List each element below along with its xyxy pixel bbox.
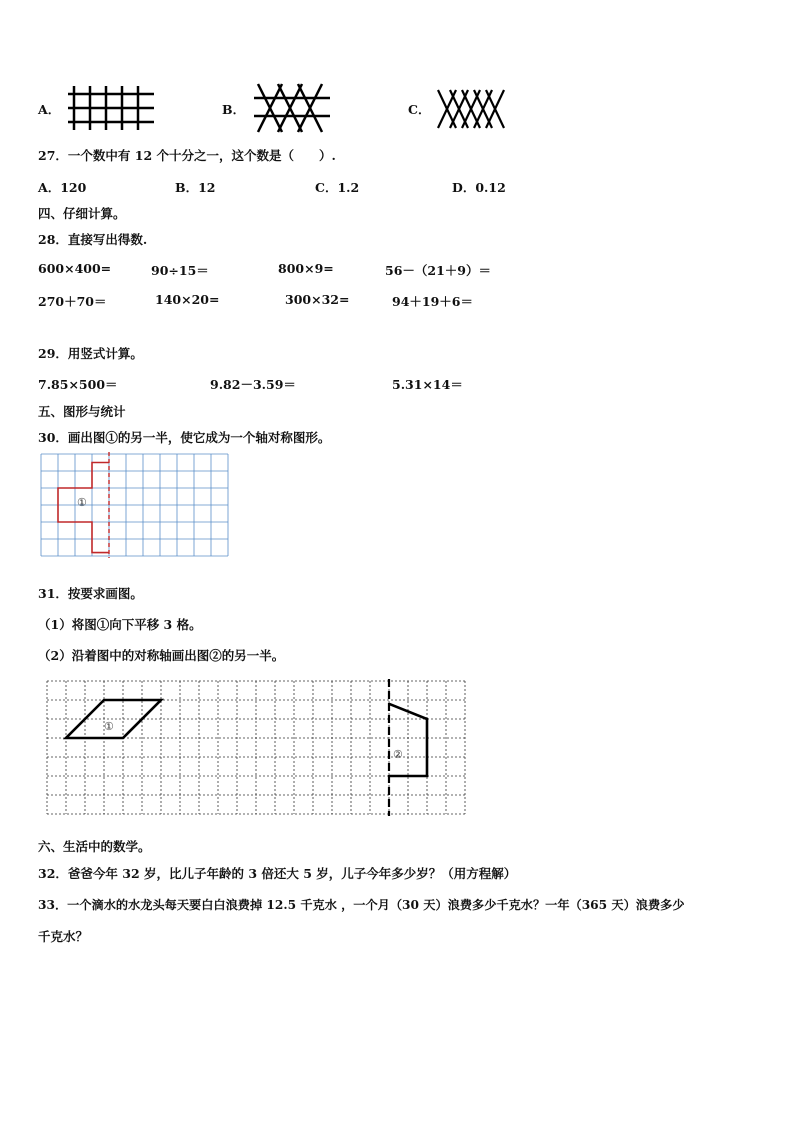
q27-text: 27．一个数中有 12 个十分之一，这个数是（ ）. [38,148,336,163]
q28-calc: 90÷15＝ [151,263,209,278]
q26-option-b-figure [252,82,332,134]
q31-figure1-label: ① [104,720,114,733]
q29-item: 9.82－3.59＝ [210,377,296,392]
q29-title: 29．用竖式计算。 [38,346,143,361]
section-4-heading: 四、仔细计算。 [38,206,126,221]
q26-option-c-label: C． [408,102,431,117]
q27-option-d: D．0.12 [452,180,506,195]
section-6-heading: 六、生活中的数学。 [38,839,151,854]
q28-calc: 300×32= [285,292,350,307]
q31-figure2-label: ② [393,748,403,761]
q28-calc: 800×9= [278,261,334,276]
q29-item: 7.85×500＝ [38,377,118,392]
q26-option-a-label: A． [38,102,61,117]
q31-grid-figure [46,680,466,818]
q27-option-b: B．12 [175,180,216,195]
q27-option-c: C．1.2 [315,180,360,195]
q28-calc: 270＋70＝ [38,294,107,309]
q33-line2: 千克水？ [38,929,89,944]
q28-title: 28．直接写出得数. [38,232,148,247]
q32-text: 32．爸爸今年 32 岁，比儿子年龄的 3 倍还大 5 岁，儿子今年多少岁？（用方程解） [38,866,517,881]
q31-part1: （1）将图①向下平移 3 格。 [38,617,202,632]
q28-calc: 140×20= [155,292,220,307]
section-5-heading: 五、图形与统计 [38,404,126,419]
q26-option-c-figure [436,88,506,130]
q26-option-a-figure [66,84,156,132]
q28-calc: 94＋19＋6＝ [392,294,473,309]
q33-line1: 33．一个滴水的水龙头每天要白白浪费掉 12.5 千克水 ，一个月（30 天）浪费多少千克水？一年（365 天）浪费多少 [38,898,685,912]
q30-grid-figure [40,453,228,567]
q28-calc: 600×400= [38,261,112,276]
q29-item: 5.31×14＝ [392,377,463,392]
q31-title: 31．按要求画图。 [38,586,143,601]
q30-figure-label: ① [77,496,87,509]
q26-option-b-label: B． [222,102,246,117]
q28-calc: 56－（21＋9）＝ [385,263,491,278]
q31-part2: （2）沿着图中的对称轴画出图②的另一半。 [38,648,285,663]
q30-title: 30．画出图①的另一半，使它成为一个轴对称图形。 [38,430,331,445]
q27-option-a: A．120 [38,180,87,195]
